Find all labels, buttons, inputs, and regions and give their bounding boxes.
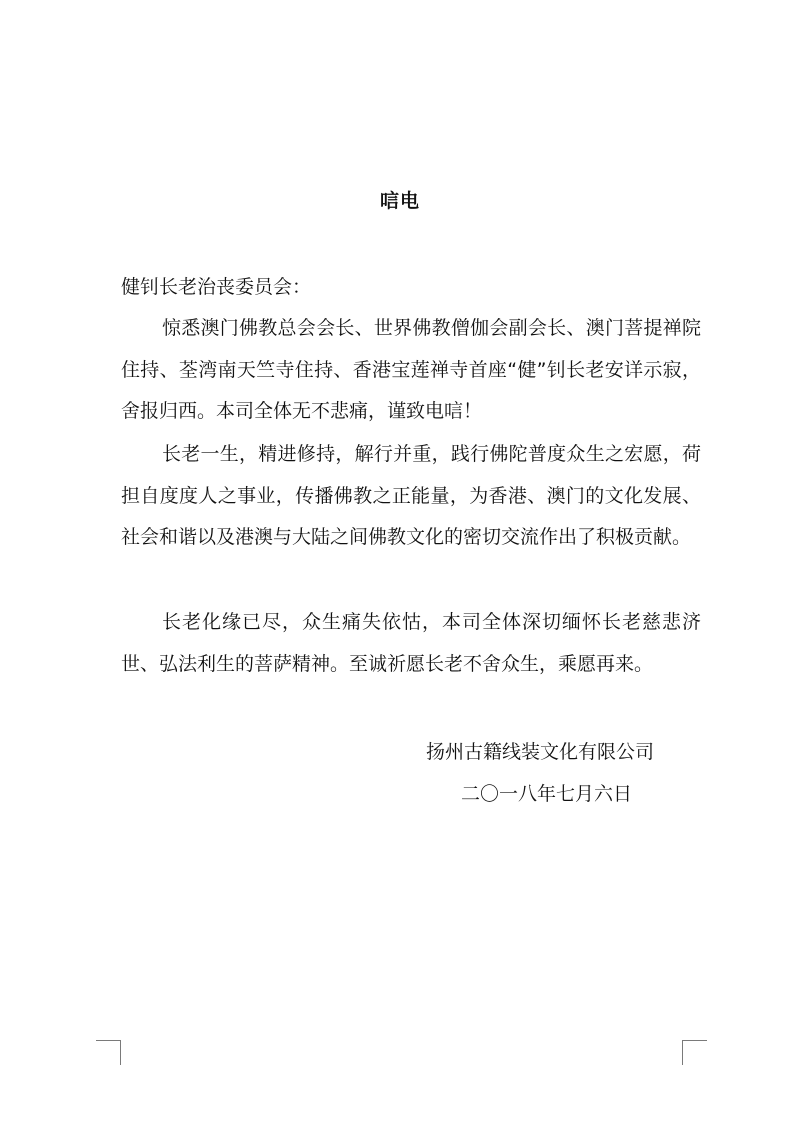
paragraph-life-contributions: 长老一生，精进修持，解行并重，践行佛陀普度众生之宏愿，荷担自度度人之事业，传播佛教之正能量，为香港、澳门的文化发展、社会和谐以及港澳与大陆之间佛教文化的密切交流作出了积极贡献。 <box>121 443 701 548</box>
document-title: 唁电 <box>379 190 420 212</box>
paragraph-remembrance: 长老化缘已尽，众生痛失依怙，本司全体深切缅怀长老慈悲济世、弘法利生的菩萨精神。至诚祈愿长老不舍众生，乘愿再来。 <box>121 611 701 675</box>
page-corner-mark-right <box>682 1040 707 1065</box>
salutation: 健钊长老治丧委员会： <box>121 276 312 298</box>
paragraph-condolence: 惊悉澳门佛教总会会长、世界佛教僧伽会副会长、澳门菩提禅院住持、荃湾南天竺寺住持、香港宝莲禅寺首座“健”钊长老安详示寂，舍报归西。本司全体无不悲痛，谨致电唁！ <box>121 317 701 422</box>
page-corner-mark-left <box>96 1040 121 1065</box>
signature-date: 二〇一八年七月六日 <box>461 783 633 805</box>
signature-company: 扬州古籍线装文化有限公司 <box>426 741 655 763</box>
